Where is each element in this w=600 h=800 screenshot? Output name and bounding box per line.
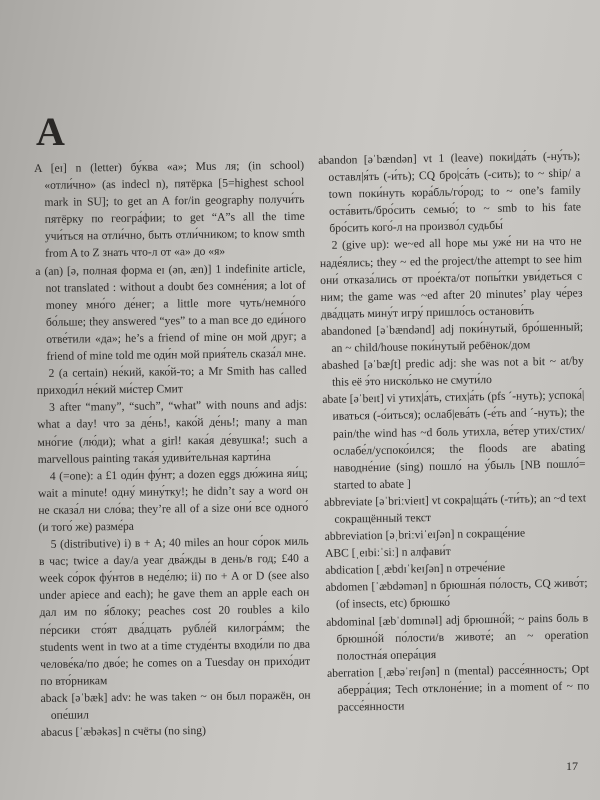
right-column [318,147,590,716]
dictionary-entry: abate [əˈbeɪt] vi утих|а́ть, стих|а́ть (pfs ´-нуть); успока́|иваться (-о́иться); ослаб|ева́ть (-е́ть and ´-нуть); the pain/the wind has ~d боль утихла, ве́тер утих/стих/ослабе́л/успоко́ился; the floods are abating наводне́ние (sing) пошло́ на у́быль [NB пошло́= started to abate ] [322,388,586,492]
dictionary-entry: abandon [əˈbændən] vt 1 (leave) поки|да́ть (-ну́ть); оставл|я́ть (-и́ть); CQ бро|са́ть (-сить); to ~ ship/ a town поки́нуть кора́бль/го́род; to ~ one’s family оста́вить/бро́сить семью́; to ~ smb to his fate бро́сить кого́-л на произво́л судьбы́ [318,149,582,236]
dictionary-entry: abdication [ˌæbdɪˈkeɪʃən] n отрече́ние [325,561,506,578]
dictionary-entry: abbreviation [əˌbriːviˈeɪʃən] n сокраще́ние [324,526,526,544]
dictionary-entry: aberration [ˌæbəˈreɪʃən] n (mental) рассе́янность; Opt аберра́ция; Tech отклоне́ние; in a moment of ~ по рассе́янности [326,662,590,714]
dictionary-entry: abdomen [ˈæbdəmən] n брюшна́я по́лость, CQ живо́т; (of insects, etc) брюшко́ [325,576,588,612]
dictionary-entry: abdominal [æbˈdɒmɪnəl] adj брюшно́й; ~ pains боль в брюшно́й по́лости/в животе́; an ~ operation полостна́я опера́ция [326,610,589,663]
page-number: 17 [566,759,578,773]
dictionary-entry: abacus [ˈæbəkəs] n счёты (no sing) [40,724,206,740]
dictionary-entry: a (an) [ə, полная форма eɪ (ən, æn)] 1 indefinite article, not translated : without a doubt без сомне́ния; a lot of money мно́го де́нег; a little more чуть/немно́го бо́льше; they answered “yes” to a man все до еди́ного отве́тили «да»; he’s a friend of mine он мой друг; a friend of mine told me оди́н мой прия́тель сказа́л мне. [35,261,307,363]
entry-sense: 3 after “many”, “such”, “what” with nouns and adjs: what a day! что за де́нь!, како́й де́нь!; many a man мно́гие (лю́ди); what a girl! кака́я де́вушка!; such a marvellous painting така́я удиви́тельная карти́на [37,397,308,466]
entry-sense: 2 (a certain) не́кий, како́й-то; a Mr Smith has called приходи́л не́кий ми́стер Смит [36,363,307,398]
entry-sense: 2 (give up): we~ed all hope мы уже́ ни на что не наде́ялись; they ~ ed the project/the attempt to see him они́ отказа́лись от прое́кта/от попы́тки уви́деться с ним; the game was ~ed after 20 minutes’ play че́рез два́дцать мину́т игру́ пришло́сь останови́ть [319,234,583,321]
entry-sense: 5 (distributive) i) в + A; 40 miles an hour со́рок миль в час; twice a day/a year два́жды в день/в год; £40 a week со́рок фу́нтов в неде́лю; ii) по + A or D (see also under apiece and each); he gave them an apple each он дал им по я́блоку; peaches cost 20 roubles a kilo пе́рсики сто́ят два́дцать рубле́й килогра́мм; the students went in two at a time студе́нты входи́ли по два челове́ка/по дво́е; he comes on a Tuesday он прихо́дит по вто́рникам [38,534,311,688]
entry-sense: 4 (=one): a £1 оди́н фу́нт; a dozen eggs дю́жина яи́ц; wait a minute! одну́ мину́тку!; he didn’t say a word он не сказа́л ни сло́ва; they’re all of a size они́ все одного́ (и того́ же) разме́ра [37,466,309,534]
section-letter: A [36,109,65,154]
dictionary-entry: abashed [əˈbæʃt] predic adj: she was not a bit ~ at/by this её э́то ниско́лько не смути́ло [321,354,584,390]
dictionary-entry: A [eɪ] n (letter) бу́ква «а»; Mus ля; (in school) «отли́чно» (as indecl n), пятёрка [5=highest school mark in SU]; to get an A for/in geography получи́ть пятёрку по геогра́фии; to get “A”s all the time учи́ться на отли́чно, быть отли́чником; to know smth from A to Z знать что-л от «а» до «я» [34,158,305,261]
dictionary-entry: abbreviate [əˈbriːvieɪt] vt сокра|ща́ть (-ти́ть); an ~d text сокращённый текст [324,491,587,526]
dictionary-entry: abandoned [əˈbændənd] adj поки́нутый, бро́шенный; an ~ child/house поки́нутый ребёнок/дом [321,320,584,355]
left-column [34,157,311,741]
dictionary-entry: aback [əˈbæk] adv: he was taken ~ он был поражён, он опе́шил [40,688,311,722]
dictionary-entry: ABC [ˌeɪbiːˈsiː] n алфави́т [324,544,451,561]
